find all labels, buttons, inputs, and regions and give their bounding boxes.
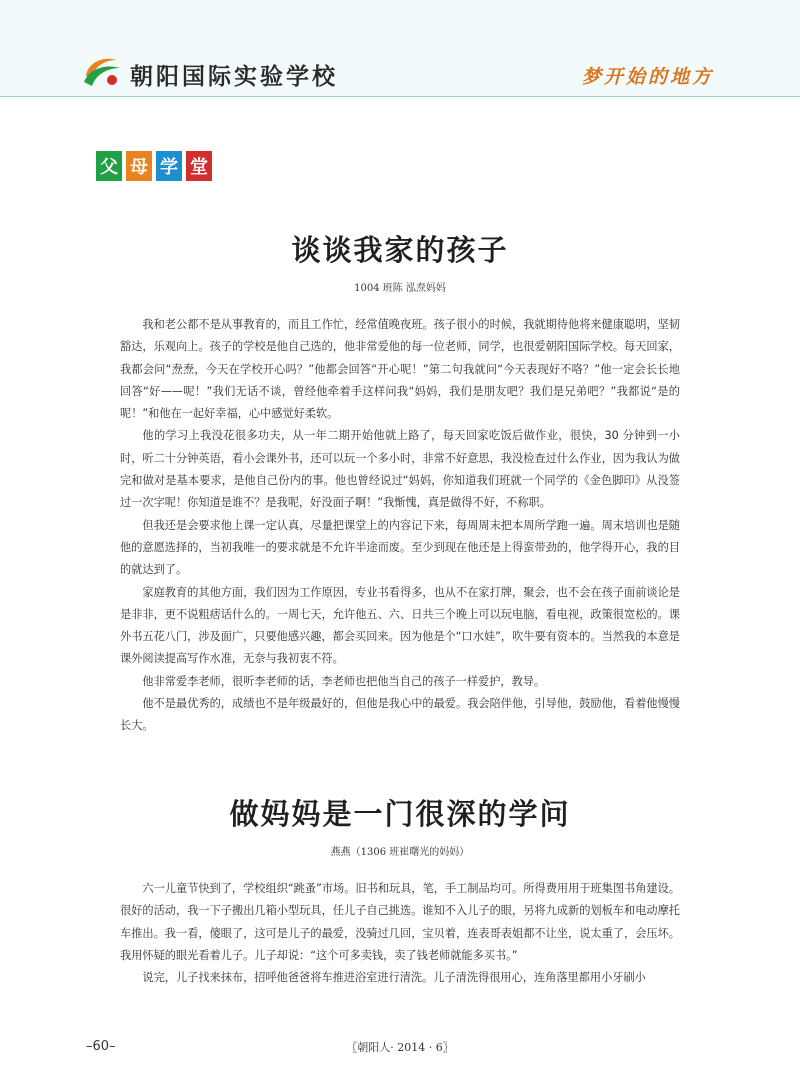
paragraph: 他非常爱李老师，很听李老师的话，李老师也把他当自己的孩子一样爱护，教导。 bbox=[142, 674, 546, 688]
article-1 bbox=[120, 228, 680, 738]
paragraph: 但我还是会要求他上课一定认真，尽量把课堂上的内容记下来，每周周末把本周所学跑一遍。周末培训也是随他的意愿选择的，当初我唯一的要求就是不允许半途而废。至少到现在他还是上得蛮带劲的，他学得开心，我的目的就达到了。 bbox=[120, 518, 680, 577]
school-name: 朝阳国际实验学校 bbox=[130, 63, 338, 90]
paragraph: 说完，儿子找来抹布，招呼他爸爸将车推进浴室进行清洗。儿子清洗得很用心，连角落里都用小牙刷小 bbox=[142, 971, 646, 985]
article-1-body bbox=[120, 314, 680, 738]
paragraph: 家庭教育的其他方面，我们因为工作原因，专业书看得多，也从不在家打牌，聚会，也不会在孩子面前谈论是是非非，更不说粗痞话什么的。一周七天，允许他五、六、日共三个晚上可以玩电脑，看电视，政策很宽松的。课外书五花八门，涉及面广，只要他感兴趣，都会买回来。因为他是个“口水娃”，吹牛要有资本的。当然我的本意是课外阅读提高写作水准，无奈与我初衷不符。 bbox=[120, 585, 680, 666]
article-2-title: 做妈妈是一门很深的学问 bbox=[229, 797, 571, 831]
header-slogan: 梦开始的地方 bbox=[581, 66, 714, 88]
article-2-body bbox=[120, 878, 680, 989]
school-logo-icon bbox=[82, 54, 122, 90]
article-1-title: 谈谈我家的孩子 bbox=[291, 233, 509, 267]
paragraph: 六一儿童节快到了，学校组织“跳蚤”市场。旧书和玩具，笔，手工制品均可。所得费用用于班集图书角建设。很好的活动，我一下子搬出几箱小型玩具，任儿子自己挑选。谁知不入儿子的眼，另将九成新的划板车和电动摩托车推出。我一看，傻眼了，这可是儿子的最爱，没骑过几回，宝贝着，连表哥表姐都不让坐，说太重了，会压坏。我用怀疑的眼光看着儿子。儿子却说：“这个可多卖钱，卖了钱老师就能多买书。” bbox=[120, 882, 680, 962]
article-1-byline: 1004 班陈 泓焘妈妈 bbox=[354, 283, 446, 294]
section-tag-char: 父 bbox=[96, 151, 122, 181]
paragraph: 他不是最优秀的，成绩也不是年级最好的，但他是我心中的最爱。我会陪伴他，引导他，鼓励他，看着他慢慢长大。 bbox=[120, 697, 680, 733]
page-number: –60– bbox=[86, 1039, 116, 1054]
section-tag-char: 堂 bbox=[186, 151, 212, 181]
paragraph: 他的学习上我没花很多功夫，从一年二期开始他就上路了，每天回家吃饭后做作业，很快，30 分钟到一小时，听二十分钟英语，看小会课外书，还可以玩一个多小时，非常不好意思，我没检查过什么作业，因为我认为做完和做对是基本要求，是他自己份内的事。他也曾经说过“妈妈，你知道我们班就一个同学的《金色脚印》从没签过一次字呢！你知道是谁不？是我呢，好没面子啊！”我惭愧，真是做得不好，不称职。 bbox=[120, 429, 680, 510]
section-tag-char: 母 bbox=[126, 151, 152, 181]
section-tag-char: 学 bbox=[156, 151, 182, 181]
section-tag bbox=[96, 151, 212, 181]
page-header bbox=[0, 0, 800, 97]
article-2 bbox=[120, 792, 680, 989]
article-2-byline: 燕燕（1306 班崔曙光的妈妈） bbox=[330, 847, 470, 858]
magazine-issue: 〖朝阳人· 2014 · 6〗 bbox=[346, 1041, 454, 1054]
paragraph: 我和老公都不是从事教育的，而且工作忙，经常值晚夜班。孩子很小的时候，我就期待他将来健康聪明，坚韧豁达，乐观向上。孩子的学校是他自己选的，他非常爱他的每一位老师，同学，也很爱朝阳国际学校。每天回家，我都会问“焘焘，今天在学校开心吗？”他都会回答“开心呢！”第二句我就问“今天表现好不咯？”他一定会长长地回答“好——呢！”我们无话不谈，曾经他牵着手这样问我“妈妈，我们是朋友吧？我们是兄弟吧？”我都说“是的呢！”和他在一起好幸福，心中感觉好柔软。 bbox=[120, 318, 680, 421]
